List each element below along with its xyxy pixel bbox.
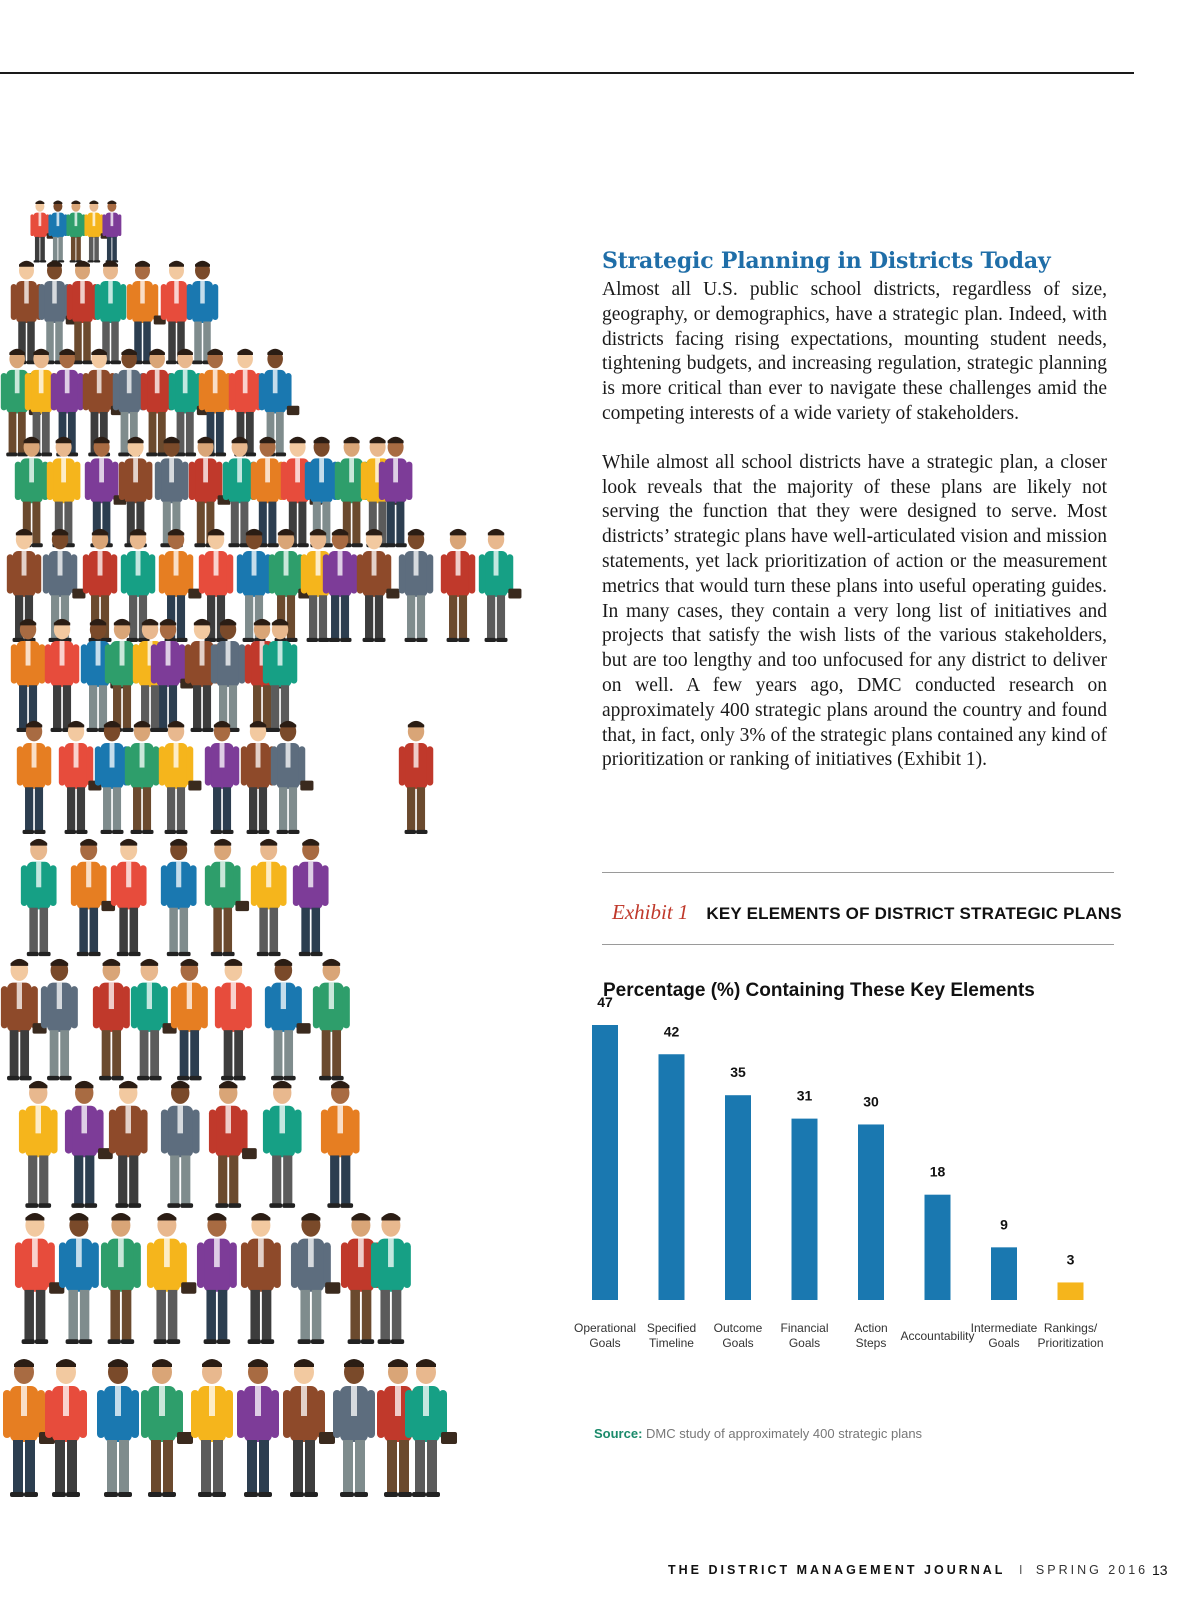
person-figure [241, 721, 275, 834]
source-text: DMC study of approximately 400 strategic plans [646, 1426, 923, 1441]
person-figure [65, 1081, 113, 1208]
person-figure [371, 1213, 411, 1344]
person-figure [41, 959, 78, 1080]
person-figure [251, 839, 287, 956]
person-figure [147, 1213, 196, 1344]
person-figure [97, 1359, 139, 1497]
data-label-6: 9 [1000, 1216, 1008, 1233]
person-figure [197, 1213, 237, 1344]
article-paragraph-2: While almost all school districts have a strategic plan, a closer look reveals that the majority of these plans are likely not serving the function that they were designed to serve. Most districts’ strategic plans have well-articulated vision and mission statements, yet lack prioritization of action or the measurement metrics that would turn these plans into useful operating guides. In many cases, they contain a very long list of initiatives and projects that satisfy the wish lists of the various stakeholders, but are too lengthy and too unfocused for any district to deliver on well. A few years ago, DMC conducted research on approximately 400 strategic plans around the country and found that, in fact, only 3% of the strategic plans contained any kind of prioritization or ranking of initiatives (Exhibit 1). [602, 451, 1107, 771]
data-label-5: 18 [929, 1163, 946, 1180]
data-label-2: 35 [730, 1064, 746, 1081]
section-title: Strategic Planning in Districts Today [602, 248, 1051, 274]
person-figure [45, 619, 79, 732]
bar-4 [858, 1124, 884, 1300]
person-figure [102, 200, 121, 262]
chart-title: Percentage (%) Containing These Key Elements [603, 980, 1035, 1001]
person-figure [263, 1081, 302, 1208]
person-figure [283, 1359, 335, 1497]
person-figure [66, 200, 85, 262]
page-number: 13 [1152, 1562, 1168, 1578]
category-label-7: Rankings/ Prioritization [1037, 1321, 1104, 1350]
exhibit-top-rule [602, 872, 1114, 873]
person-figure [265, 959, 311, 1080]
person-figure [333, 1359, 375, 1497]
person-figure [187, 261, 219, 365]
bar-chart [573, 994, 1152, 1410]
person-figure [19, 1081, 58, 1208]
category-label-0: Operational Goals [573, 1321, 637, 1350]
data-label-4: 30 [863, 1093, 879, 1110]
top-rule [0, 72, 1134, 74]
person-figure [313, 959, 350, 1080]
bar-1 [659, 1054, 685, 1300]
person-figure [141, 1359, 193, 1497]
person-figure [67, 261, 99, 365]
person-figure [15, 1213, 64, 1344]
data-label-3: 31 [796, 1087, 813, 1104]
person-figure [21, 839, 57, 956]
issue-date: SPRING 2016 [1035, 1563, 1149, 1577]
person-figure [161, 1081, 200, 1208]
person-figure [291, 1213, 340, 1344]
person-figure [1, 959, 47, 1080]
category-label-3: Financial Goals [780, 1321, 829, 1350]
person-figure [159, 721, 202, 834]
article [602, 248, 1107, 797]
person-figure [241, 1213, 281, 1344]
data-label-1: 42 [663, 1023, 680, 1040]
bar-7 [1058, 1282, 1084, 1300]
person-figure [399, 721, 433, 834]
person-figure [127, 261, 166, 365]
bar-0 [592, 1025, 618, 1300]
person-figure [131, 959, 177, 1080]
article-paragraph-1: Almost all U.S. public school districts, regardless of size, geography, or demographics, have a strategic plan. Indeed, with districts facing rising expectations, mounting student needs, tightening budgets, and increasing regulation, strategic planning is more critical than ever to navigate these challenges amid the competing interests of a wide variety of stakeholders. [602, 279, 1107, 424]
person-figure [211, 619, 245, 732]
category-label-6: Intermediate Goals [970, 1321, 1038, 1350]
chart-source [594, 1426, 922, 1441]
person-figure [293, 839, 329, 956]
footer-separator: I [1018, 1563, 1023, 1577]
exhibit-bottom-rule [602, 944, 1114, 945]
bar-3 [792, 1119, 818, 1300]
person-figure [101, 1213, 141, 1344]
person-figure [479, 529, 522, 642]
data-label-0: 47 [597, 994, 613, 1010]
page-footer [668, 1563, 1148, 1577]
person-figure [321, 1081, 360, 1208]
person-figure [109, 1081, 148, 1208]
person-figure [48, 200, 67, 262]
person-figure [95, 721, 129, 834]
crowd-illustration [0, 200, 520, 1560]
exhibit-header [612, 900, 1122, 925]
person-figure [171, 959, 208, 1080]
person-figure [71, 839, 115, 956]
bar-5 [925, 1195, 951, 1300]
person-figure [237, 1359, 279, 1497]
bar-2 [725, 1095, 751, 1300]
person-figure [205, 721, 239, 834]
category-label-1: Specified Timeline [646, 1321, 697, 1350]
person-figure [209, 1081, 257, 1208]
category-label-4: Action Steps [854, 1321, 888, 1350]
exhibit-label: Exhibit 1 [612, 900, 689, 924]
data-label-7: 3 [1066, 1251, 1075, 1268]
bar-6 [991, 1247, 1017, 1300]
category-label-2: Outcome Goals [713, 1321, 763, 1350]
person-figure [45, 1359, 87, 1497]
person-figure [161, 839, 197, 956]
journal-name: THE DISTRICT MANAGEMENT JOURNAL [668, 1563, 1006, 1577]
person-figure [205, 839, 249, 956]
person-figure [191, 1359, 233, 1497]
person-figure [11, 261, 43, 365]
person-figure [271, 721, 314, 834]
person-figure [111, 839, 147, 956]
person-figure [17, 721, 51, 834]
person-figure [59, 1213, 99, 1344]
exhibit-title: KEY ELEMENTS OF DISTRICT STRATEGIC PLANS [706, 904, 1122, 923]
source-label: Source: [594, 1426, 643, 1441]
person-figure [405, 1359, 457, 1497]
person-figure [95, 261, 127, 365]
category-label-5: Accountability [900, 1329, 975, 1343]
person-figure [215, 959, 252, 1080]
person-figure [125, 721, 159, 834]
person-figure [93, 959, 130, 1080]
person-figure [441, 529, 475, 642]
